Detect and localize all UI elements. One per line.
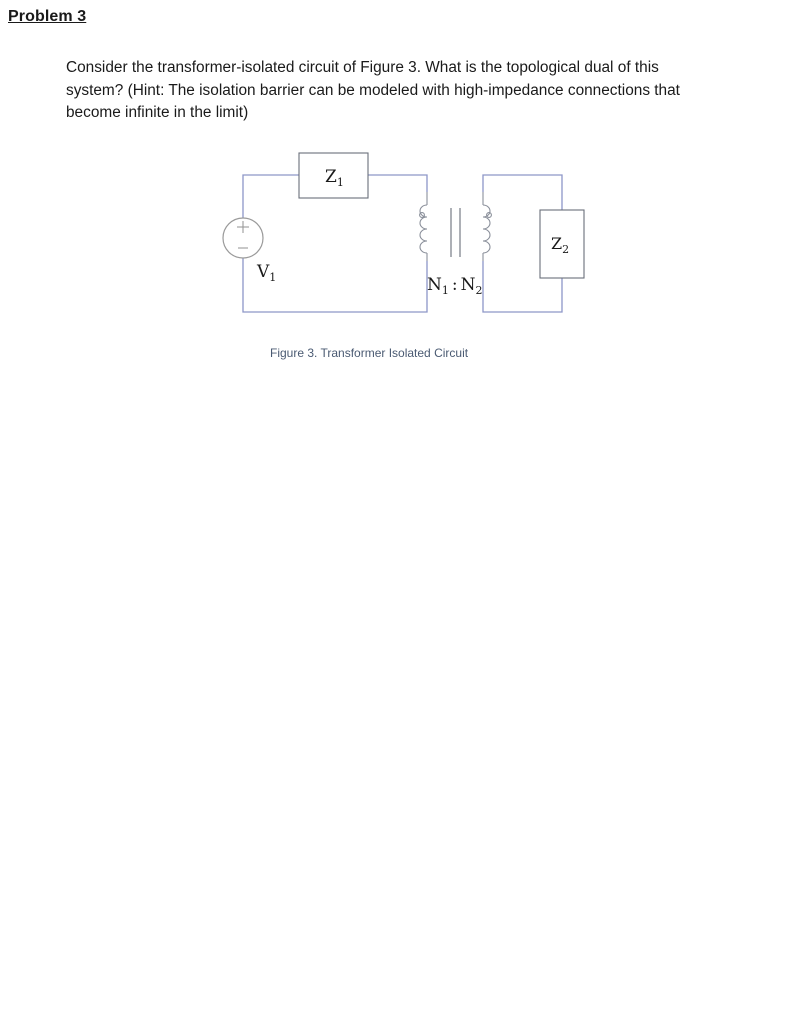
wire-bottom	[243, 258, 427, 312]
secondary-coil-icon	[483, 192, 491, 261]
problem-heading: Problem 3	[8, 8, 87, 25]
problem-line: system? (Hint: The isolation barrier can be modeled with high-impedance connections that	[66, 81, 680, 99]
problem-statement	[66, 57, 716, 125]
circuit-diagram	[215, 145, 595, 325]
wire-left-top	[243, 175, 299, 218]
problem-line: become infinite in the limit)	[66, 104, 249, 122]
circuit-figure	[215, 145, 595, 325]
primary-coil-icon	[420, 192, 427, 261]
v1-label: $V_1$	[257, 262, 277, 284]
transformer-core-icon	[451, 208, 460, 257]
wire-secondary-top	[483, 175, 562, 210]
z1-label: $Z_1$	[325, 167, 344, 189]
problem-line: Consider the transformer-isolated circuit of Figure 3. What is the topological dual of this	[66, 59, 659, 76]
turns-ratio-label: $N_1$ : $N_2$	[427, 275, 483, 297]
z2-label: $Z_2$	[551, 234, 570, 256]
wire-top-right	[368, 175, 427, 192]
figure-caption: Figure 3. Transformer Isolated Circuit	[270, 346, 469, 360]
